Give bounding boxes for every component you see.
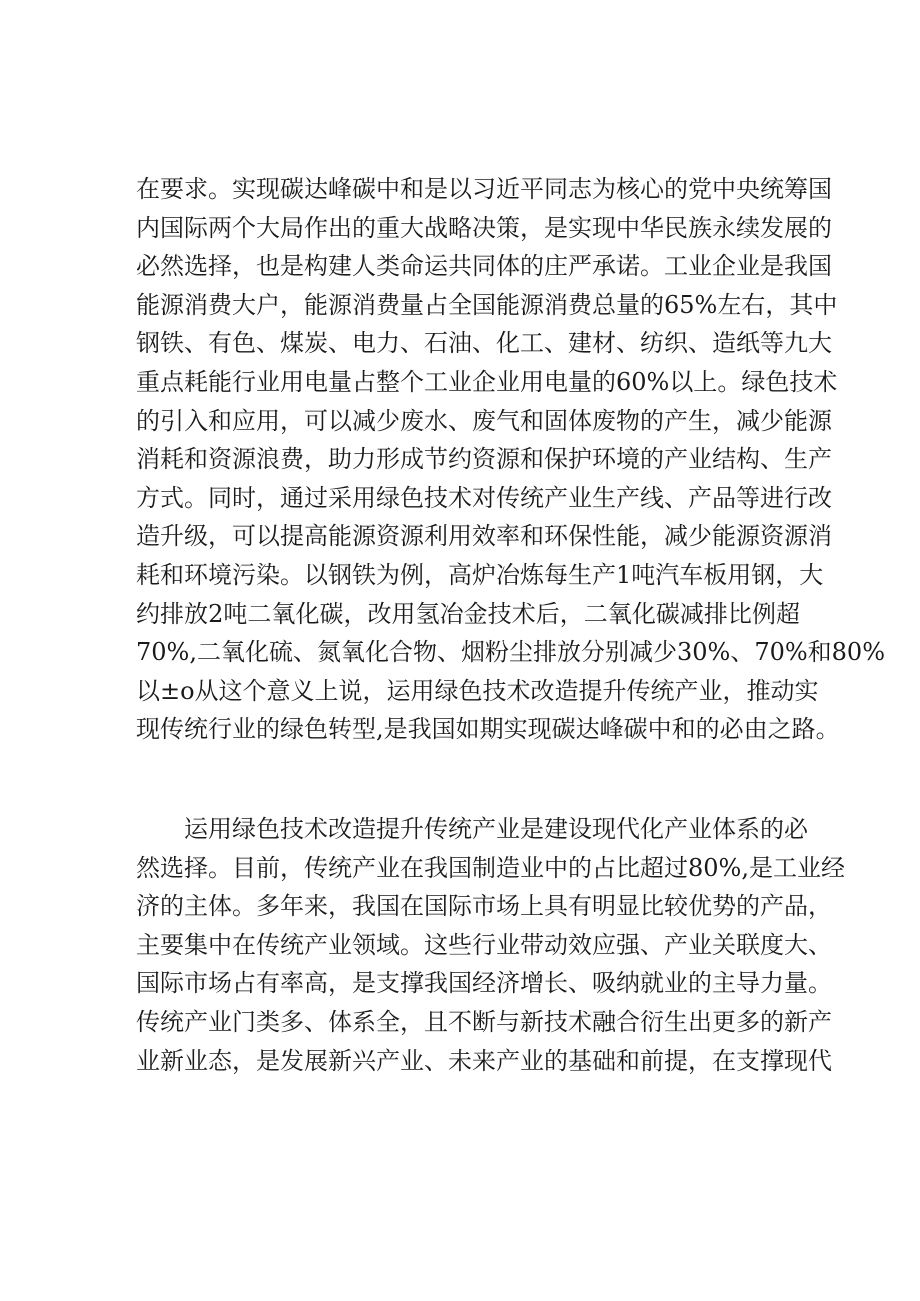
text-line: 重点耗能行业用电量占整个工业企业用电量的60%以上。绿色技术	[136, 367, 838, 396]
text-line: 传统产业门类多、体系全，且不断与新技术融合衍生出更多的新产	[136, 1007, 832, 1036]
text-line: 运用绿色技术改造提升传统产业是建设现代化产业体系的必	[184, 815, 808, 843]
text-line: 消耗和资源浪费，助力形成节约资源和保护环境的产业结构、生产	[136, 445, 832, 474]
text-line: 耗和环境污染。以钢铁为例，高炉冶炼每生产1吨汽车板用钢，大	[136, 560, 824, 589]
text-line: 能源消费大户，能源消费量占全国能源消费总量的65%左右，其中	[136, 290, 838, 319]
text-line: 现传统行业的绿色转型,是我国如期实现碳达峰碳中和的必由之路。	[136, 715, 840, 744]
text-line: 约排放2吨二氧化碳，改用氢冶金技术后，二氧化碳减排比例超	[136, 599, 800, 628]
text-line: 的引入和应用，可以减少废水、废气和固体废物的产生，减少能源	[136, 406, 832, 435]
text-line: 济的主体。多年来，我国在国际市场上具有明显比较优势的产品，	[136, 892, 832, 921]
text-line: 造升级，可以提高能源资源利用效率和环保性能，减少能源资源消	[136, 522, 832, 551]
text-line: 必然选择，也是构建人类命运共同体的庄严承诺。工业企业是我国	[136, 252, 832, 281]
text-line: 业新业态，是发展新兴产业、未来产业的基础和前提，在支撑现代	[136, 1046, 832, 1075]
text-line: 在要求。实现碳达峰碳中和是以习近平同志为核心的党中央统筹国	[136, 175, 832, 203]
text-line: 国际市场占有率高，是支撑我国经济增长、吸纳就业的主导力量。	[136, 969, 832, 998]
text-line: 以±o从这个意义上说，运用绿色技术改造提升传统产业，推动实	[136, 676, 819, 705]
paragraph-1	[136, 170, 886, 749]
paragraph-2	[136, 810, 845, 1080]
text-line: 内国际两个大局作出的重大战略决策，是实现中华民族永续发展的	[136, 213, 832, 242]
text-line: 钢铁、有色、煤炭、电力、石油、化工、建材、纺织、造纸等九大	[136, 329, 832, 358]
text-line: 然选择。目前，传统产业在我国制造业中的占比超过80%,是工业经	[136, 853, 845, 882]
text-line: 方式。同时，通过采用绿色技术对传统产业生产线、产品等进行改	[136, 483, 832, 512]
text-line: 70%,二氧化硫、氮氧化合物、烟粉尘排放分别减少30%、70%和80%	[136, 638, 886, 667]
text-line: 主要集中在传统产业领域。这些行业带动效应强、产业关联度大、	[136, 930, 832, 959]
